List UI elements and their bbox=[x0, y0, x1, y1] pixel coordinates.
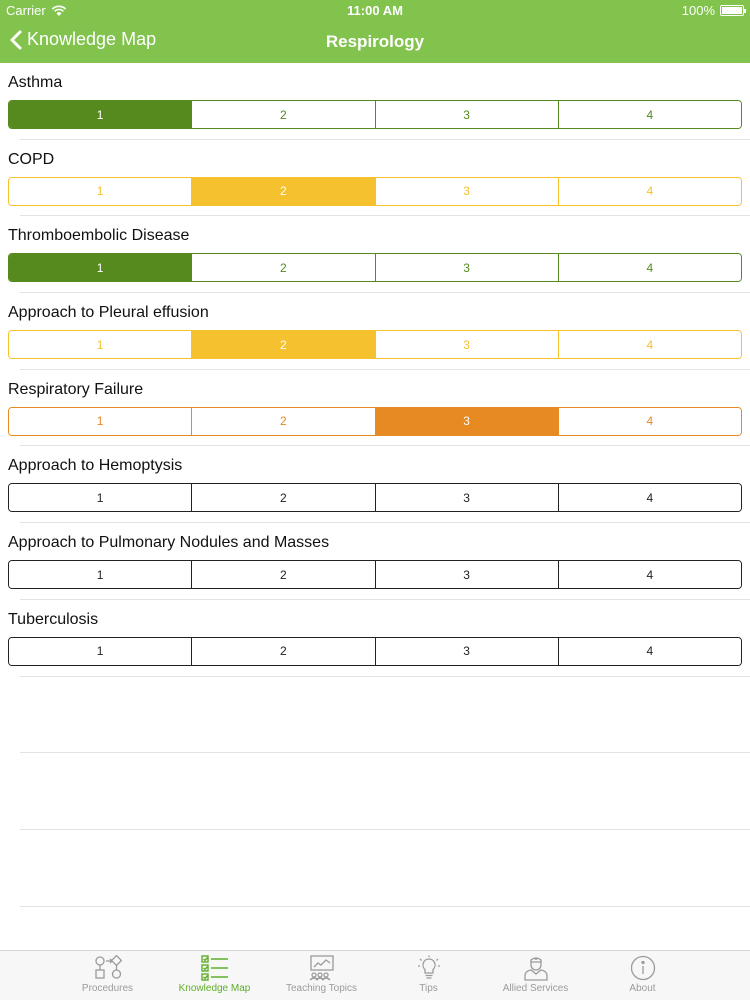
level-selector bbox=[8, 483, 742, 512]
level-segment[interactable]: 1 bbox=[9, 254, 192, 281]
tab-knowledge-map[interactable] bbox=[161, 951, 268, 1000]
battery-icon bbox=[720, 5, 744, 16]
level-segment[interactable]: 2 bbox=[192, 484, 375, 511]
topic-row bbox=[0, 600, 750, 677]
topic-row bbox=[0, 216, 750, 293]
level-segment[interactable]: 1 bbox=[9, 484, 192, 511]
topic-row bbox=[0, 63, 750, 140]
level-selector bbox=[8, 407, 742, 436]
level-selector bbox=[8, 253, 742, 282]
tab-label: Tips bbox=[419, 983, 438, 994]
tab-label: Teaching Topics bbox=[286, 983, 357, 994]
level-segment[interactable]: 4 bbox=[559, 178, 741, 205]
topic-row bbox=[0, 140, 750, 217]
level-segment[interactable]: 3 bbox=[376, 408, 559, 435]
level-selector bbox=[8, 100, 742, 129]
level-segment[interactable]: 2 bbox=[192, 254, 375, 281]
topic-row bbox=[0, 446, 750, 523]
level-selector bbox=[8, 177, 742, 206]
lightbulb-icon bbox=[415, 955, 443, 981]
level-segment[interactable]: 3 bbox=[376, 254, 559, 281]
tab-tips[interactable] bbox=[375, 951, 482, 1000]
level-segment[interactable]: 2 bbox=[192, 331, 375, 358]
topic-title: Approach to Hemoptysis bbox=[8, 457, 183, 475]
topic-row bbox=[0, 523, 750, 600]
level-segment[interactable]: 3 bbox=[376, 101, 559, 128]
topic-list bbox=[0, 63, 750, 907]
page-title: Respirology bbox=[325, 32, 425, 51]
topic-title: Approach to Pleural effusion bbox=[8, 304, 209, 322]
level-segment[interactable]: 4 bbox=[559, 254, 741, 281]
level-segment[interactable]: 2 bbox=[192, 101, 375, 128]
topic-row bbox=[0, 293, 750, 370]
tab-about[interactable] bbox=[589, 951, 696, 1000]
level-segment[interactable]: 4 bbox=[559, 484, 741, 511]
tab-procedures[interactable] bbox=[54, 951, 161, 1000]
level-segment[interactable]: 1 bbox=[9, 408, 192, 435]
level-segment[interactable]: 2 bbox=[192, 408, 375, 435]
carrier-label: Carrier bbox=[6, 3, 46, 18]
level-selector bbox=[8, 330, 742, 359]
level-segment[interactable]: 3 bbox=[376, 178, 559, 205]
tab-allied-services[interactable] bbox=[482, 951, 589, 1000]
status-time: 11:00 AM bbox=[347, 3, 403, 18]
level-segment[interactable]: 1 bbox=[9, 638, 192, 665]
level-segment[interactable]: 3 bbox=[376, 331, 559, 358]
level-segment[interactable]: 4 bbox=[559, 101, 741, 128]
topic-title: Thromboembolic Disease bbox=[8, 227, 190, 245]
topic-title: Respiratory Failure bbox=[8, 380, 144, 398]
topic-title: Approach to Pulmonary Nodules and Masses bbox=[8, 534, 330, 552]
level-segment[interactable]: 1 bbox=[9, 101, 192, 128]
level-segment[interactable]: 3 bbox=[376, 561, 559, 588]
tab-teaching-topics[interactable] bbox=[268, 951, 375, 1000]
procedures-icon bbox=[94, 955, 122, 981]
empty-row bbox=[0, 753, 750, 830]
header bbox=[0, 0, 750, 63]
topic-title: COPD bbox=[8, 150, 55, 168]
level-segment[interactable]: 4 bbox=[559, 408, 741, 435]
level-segment[interactable]: 2 bbox=[192, 638, 375, 665]
topic-row bbox=[0, 370, 750, 447]
level-segment[interactable]: 1 bbox=[9, 561, 192, 588]
level-segment[interactable]: 4 bbox=[559, 638, 741, 665]
level-segment[interactable]: 1 bbox=[9, 178, 192, 205]
info-icon bbox=[629, 955, 657, 981]
empty-row bbox=[0, 677, 750, 754]
level-segment[interactable]: 2 bbox=[192, 561, 375, 588]
topic-title: Tuberculosis bbox=[8, 610, 99, 628]
back-label: Knowledge Map bbox=[27, 29, 157, 49]
level-selector bbox=[8, 560, 742, 589]
status-bar bbox=[0, 0, 750, 22]
level-segment[interactable]: 4 bbox=[559, 331, 741, 358]
empty-row bbox=[0, 830, 750, 907]
level-segment[interactable]: 3 bbox=[376, 638, 559, 665]
tab-label: Procedures bbox=[81, 983, 134, 994]
tab-label: Allied Services bbox=[502, 983, 569, 994]
level-segment[interactable]: 2 bbox=[192, 178, 375, 205]
level-selector bbox=[8, 637, 742, 666]
level-segment[interactable]: 4 bbox=[559, 561, 741, 588]
checklist-icon bbox=[201, 955, 229, 981]
topic-title: Asthma bbox=[8, 74, 63, 91]
battery-percent: 100% bbox=[681, 3, 715, 18]
presentation-icon bbox=[308, 955, 336, 981]
row-divider bbox=[20, 906, 750, 907]
level-segment[interactable]: 1 bbox=[9, 331, 192, 358]
level-segment[interactable]: 3 bbox=[376, 484, 559, 511]
tab-label: About bbox=[629, 983, 656, 994]
battery-indicator bbox=[682, 3, 744, 18]
tab-label: Knowledge Map bbox=[178, 983, 251, 994]
navigation-bar bbox=[0, 22, 750, 63]
tab-bar bbox=[0, 950, 750, 1000]
doctor-icon bbox=[522, 955, 550, 981]
